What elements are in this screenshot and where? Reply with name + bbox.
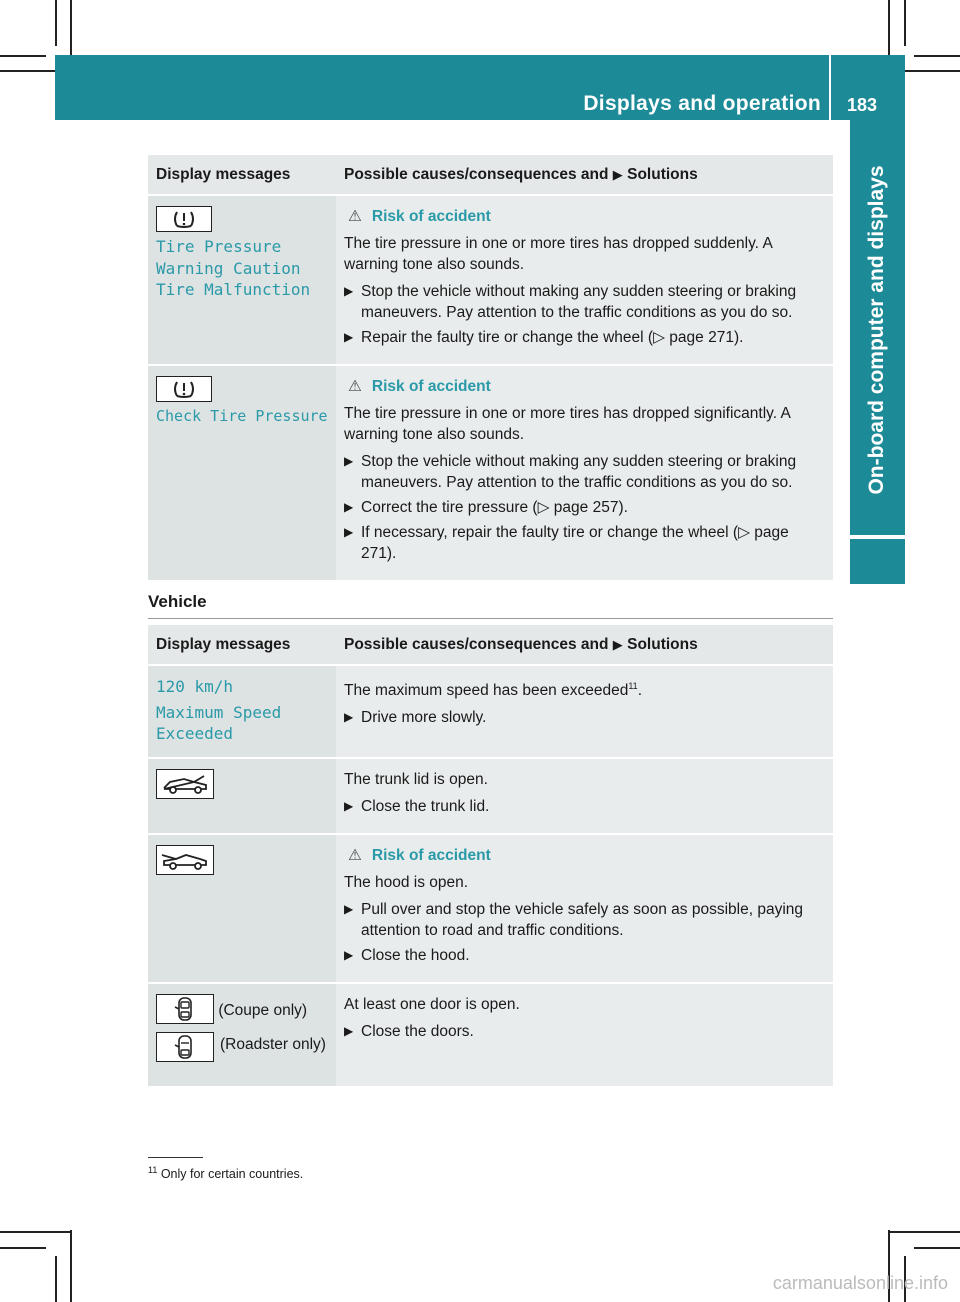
- step-arrow-icon: ▶: [344, 284, 354, 298]
- warning-notice: [344, 376, 825, 397]
- crop-mark: [888, 1231, 960, 1233]
- table-row: [148, 983, 833, 1087]
- solution-step: [344, 497, 825, 518]
- step-text: Repair the faulty tire or change the wheel (▷ page 271).: [361, 329, 744, 346]
- crop-mark: [0, 55, 46, 57]
- step-text: Close the doors.: [361, 1022, 474, 1040]
- step-text: Stop the vehicle without making any sudden steering or braking maneuvers. Pay attention to the traffic conditions as you do so.: [361, 453, 797, 491]
- cause-text-body: The maximum speed has been exceeded: [344, 682, 629, 700]
- warning-triangle-icon: ⚠: [348, 378, 362, 395]
- step-text: Pull over and stop the vehicle safely as soon as possible, paying attention to road and traffic conditions.: [361, 900, 804, 939]
- header-label: Display messages: [156, 166, 291, 183]
- step-arrow-icon: ▶: [344, 500, 354, 514]
- chapter-marker: [850, 539, 905, 584]
- step-text: Close the hood.: [361, 946, 470, 964]
- crop-mark: [0, 1247, 46, 1249]
- step-arrow-icon: ▶: [344, 798, 354, 813]
- table-row: [148, 758, 833, 834]
- display-message: [156, 236, 328, 301]
- cause-text: The tire pressure in one or more tires has dropped significantly. A warning tone also sounds.: [344, 405, 790, 443]
- table-row: [148, 665, 833, 758]
- footnote-number: 11: [148, 1165, 158, 1175]
- table-header-row: [148, 155, 833, 195]
- vehicle-messages-table: [148, 625, 833, 1088]
- display-cell: [148, 365, 336, 581]
- display-cell: [148, 195, 336, 365]
- section-title: Displays and operation: [583, 92, 821, 115]
- causes-cell: [336, 365, 833, 581]
- solution-step: [344, 451, 825, 493]
- door-open-roadster-icon: [156, 1032, 214, 1062]
- tire-pressure-warning-icon: [156, 206, 212, 232]
- cause-text: The trunk lid is open.: [344, 770, 488, 788]
- step-arrow-icon: ▶: [344, 947, 354, 962]
- step-text: If necessary, repair the faulty tire or change the wheel (▷ page 271).: [361, 524, 789, 562]
- step-arrow-icon: ▶: [344, 901, 354, 916]
- solution-step: [344, 796, 825, 817]
- warning-label: Risk of accident: [371, 378, 491, 395]
- footnote-ref: 11: [628, 681, 638, 691]
- display-line: Maximum Speed: [156, 702, 282, 722]
- display-line: Warning Caution: [156, 258, 301, 278]
- display-message: [156, 676, 328, 745]
- crop-mark: [0, 1231, 72, 1233]
- warning-triangle-icon: ⚠: [348, 846, 362, 864]
- coupe-label: (Coupe only): [218, 1001, 308, 1019]
- solution-step: [344, 707, 825, 728]
- hood-open-icon: [156, 845, 214, 875]
- warning-notice: [344, 206, 825, 227]
- display-cell: [148, 758, 336, 834]
- display-line: 120 km/h: [156, 677, 234, 696]
- roadster-indicator: [156, 1032, 328, 1058]
- column-header-display: [148, 155, 336, 195]
- coupe-indicator: [156, 994, 328, 1028]
- solution-step: [344, 327, 825, 348]
- page-number: 183: [846, 95, 877, 115]
- header-label: Display messages: [156, 636, 291, 653]
- chapter-tab-label: On-board computer and displays: [865, 165, 888, 495]
- header-label: Possible causes/consequences and: [344, 636, 609, 653]
- display-line: Tire Malfunction: [156, 280, 311, 299]
- section-heading-vehicle: Vehicle: [148, 592, 833, 619]
- page-header: [55, 55, 905, 120]
- display-line: Check Tire Pressure: [156, 407, 328, 425]
- solutions-arrow-icon: ▶: [612, 167, 623, 182]
- display-line: Exceeded: [156, 724, 234, 743]
- header-label: Solutions: [627, 166, 698, 183]
- column-header-causes: [336, 625, 833, 665]
- watermark: carmanualsonline.info: [772, 1273, 948, 1293]
- step-text: Close the trunk lid.: [361, 797, 490, 815]
- solution-step: [344, 899, 825, 941]
- header-divider: [829, 55, 831, 120]
- crop-mark: [904, 0, 906, 46]
- header-label: Possible causes/consequences and: [344, 166, 609, 183]
- solution-step: [344, 1021, 825, 1042]
- causes-cell: [336, 665, 833, 758]
- tire-pressure-warning-icon: [156, 376, 212, 402]
- footnote-divider: [148, 1157, 203, 1158]
- column-header-causes: [336, 155, 833, 195]
- display-cell: [148, 834, 336, 983]
- solution-step: [344, 945, 825, 966]
- display-cell: [148, 665, 336, 758]
- display-cell: [148, 983, 336, 1087]
- warning-label: Risk of accident: [371, 208, 491, 225]
- step-arrow-icon: ▶: [344, 330, 354, 344]
- causes-cell: [336, 758, 833, 834]
- warning-label: Risk of accident: [371, 846, 491, 864]
- column-header-display: [148, 625, 336, 665]
- table-row: [148, 834, 833, 983]
- table-header-row: [148, 625, 833, 665]
- crop-mark: [914, 1247, 960, 1249]
- warning-notice: [344, 845, 825, 866]
- footnote-text: Only for certain countries.: [160, 1167, 304, 1182]
- trunk-open-icon: [156, 769, 214, 799]
- step-text: Drive more slowly.: [361, 709, 487, 727]
- door-open-coupe-icon: [156, 994, 214, 1024]
- header-label: Solutions: [627, 636, 698, 653]
- tpms-messages-table: [148, 155, 833, 582]
- table-row: [148, 195, 833, 365]
- footnote: [148, 1165, 303, 1181]
- step-arrow-icon: ▶: [344, 454, 354, 468]
- crop-mark: [55, 1256, 57, 1302]
- step-arrow-icon: ▶: [344, 525, 354, 539]
- solution-step: [344, 522, 825, 564]
- step-text: Correct the tire pressure (▷ page 257).: [361, 499, 628, 516]
- display-line: Tire Pressure: [156, 237, 282, 256]
- roadster-label: (Roadster only): [220, 1035, 326, 1053]
- crop-mark: [70, 1230, 72, 1302]
- cause-text: The tire pressure in one or more tires has dropped suddenly. A warning tone also sounds.: [344, 235, 772, 273]
- table-row: [148, 365, 833, 581]
- step-arrow-icon: ▶: [344, 1023, 354, 1038]
- cause-text: The maximum speed has been exceeded$^{11}$.: [344, 681, 642, 700]
- step-text: Stop the vehicle without making any sudden steering or braking maneuvers. Pay attention to the traffic conditions as you do so.: [361, 283, 797, 321]
- crop-mark: [914, 55, 960, 57]
- cause-text: The hood is open.: [344, 873, 469, 891]
- step-arrow-icon: ▶: [344, 710, 354, 725]
- causes-cell: [336, 195, 833, 365]
- solutions-arrow-icon: ▶: [612, 637, 623, 652]
- warning-triangle-icon: ⚠: [348, 208, 362, 225]
- causes-cell: [336, 983, 833, 1087]
- causes-cell: [336, 834, 833, 983]
- display-message: [156, 406, 328, 428]
- crop-mark: [55, 0, 57, 46]
- cause-text: At least one door is open.: [344, 995, 520, 1013]
- solution-step: [344, 281, 825, 323]
